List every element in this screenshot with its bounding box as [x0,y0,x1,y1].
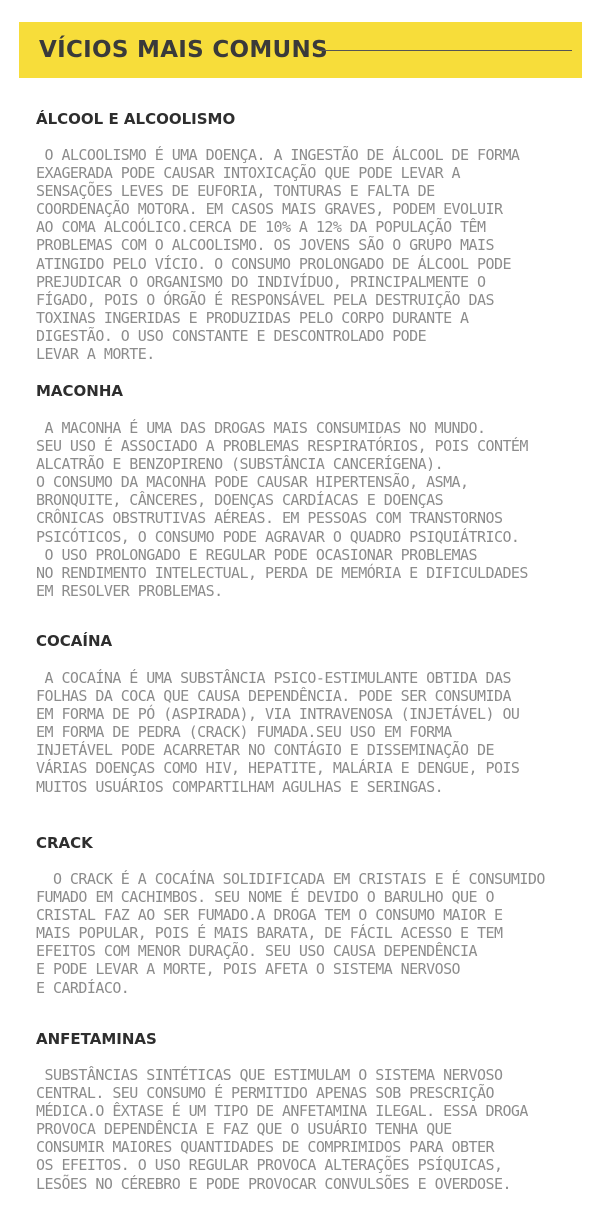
section-body-alcool: O ALCOOLISMO É UMA DOENÇA. A INGESTÃO DE ÁLCOOL DE FORMA EXAGERADA PODE CAUSAR INTOXICAÇÃO QUE PODE LEVAR A SENSAÇÕES LEVES DE EUFORIA, TONTURAS E FALTA DE COORDENAÇÃO MOTORA. EM CASOS MAIS GRAVES, PODEM EVOLUIR AO COMA ALCOÓLICO.CERCA DE 10% A 12% DA POPULAÇÃO TÊM PROBLEMAS COM O ALCOOLISMO. OS JOVENS SÃO O GRUPO MAIS ATINGIDO PELO VÍCIO. O CONSUMO PROLONGADO DE ÁLCOOL PODE PREJUDICAR O ORGANISMO DO INDIVÍDUO, PRINCIPALMENTE O FÍGADO, POIS O ÓRGÃO É RESPONSÁVEL PELA DESTRUIÇÃO DAS TOXINAS INGERIDAS E PRODUZIDAS PELO CORPO DURANTE A DIGESTÃO. O USO CONSTANTE E DESCONTROLADO PODE LEVAR A MORTE. [36,146,520,364]
section-title-anfetaminas: ANFETAMINAS [36,1030,157,1048]
section-title-maconha: MACONHA [36,382,124,400]
section-body-crack: O CRACK É A COCAÍNA SOLIDIFICADA EM CRISTAIS E É CONSUMIDO FUMADO EM CACHIMBOS. SEU NOME É DEVIDO O BARULHO QUE O CRISTAL FAZ AO SER FUMADO.A DROGA TEM O CONSUMO MAIOR E MAIS POPULAR, POIS É MAIS BARATA, DE FÁCIL ACESSO E TEM EFEITOS COM MENOR DURAÇÃO. SEU USO CAUSA DEPENDÊNCIA E PODE LEVAR A MORTE, POIS AFETA O SISTEMA NERVOSO E CARDÍACO. [36,870,545,997]
section-body-anfetaminas: SUBSTÂNCIAS SINTÉTICAS QUE ESTIMULAM O SISTEMA NERVOSO CENTRAL. SEU CONSUMO É PERMITIDO APENAS SOB PRESCRIÇÃO MÉDICA.O ÊXTASE É UM TIPO DE ANFETAMINA ILEGAL. ESSA DROGA PROVOCA DEPENDÊNCIA E FAZ QUE O USUÁRIO TENHA QUE CONSUMIR MAIORES QUANTIDADES DE COMPRIMIDOS PARA OBTER OS EFEITOS. O USO REGULAR PROVOCA ALTERAÇÕES PSÍQUICAS, LESÕES NO CÉREBRO E PODE PROVOCAR CONVULSÕES E OVERDOSE. [36,1066,528,1193]
section-body-maconha: A MACONHA É UMA DAS DROGAS MAIS CONSUMIDAS NO MUNDO. SEU USO É ASSOCIADO A PROBLEMAS RESPIRATÓRIOS, POIS CONTÉM ALCATRÃO E BENZOPIRENO (SUBSTÂNCIA CANCERÍGENA). O CONSUMO DA MACONHA PODE CAUSAR HIPERTENSÃO, ASMA, BRONQUITE, CÂNCERES, DOENÇAS CARDÍACAS E DOENÇAS CRÔNICAS OBSTRUTIVAS AÉREAS. EM PESSOAS COM TRANSTORNOS PSICÓTICOS, O CONSUMO PODE AGRAVAR O QUADRO PSIQUIÁTRICO. O USO PROLONGADO E REGULAR PODE OCASIONAR PROBLEMAS NO RENDIMENTO INTELECTUAL, PERDA DE MEMÓRIA E DIFICULDADES EM RESOLVER PROBLEMAS. [36,419,528,600]
header-banner [19,22,582,78]
section-cocaina [36,632,586,796]
section-crack [36,834,586,997]
section-title-crack: CRACK [36,834,93,852]
page-title: VÍCIOS MAIS COMUNS [39,37,328,63]
title-divider [319,50,572,51]
section-body-cocaina: A COCAÍNA É UMA SUBSTÂNCIA PSICO-ESTIMULANTE OBTIDA DAS FOLHAS DA COCA QUE CAUSA DEPENDÊNCIA. PODE SER CONSUMIDA EM FORMA DE PÓ (ASPIRADA), VIA INTRAVENOSA (INJETÁVEL) OU EM FORMA DE PEDRA (CRACK) FUMADA.SEU USO EM FORMA INJETÁVEL PODE ACARRETAR NO CONTÁGIO E DISSEMINAÇÃO DE VÁRIAS DOENÇAS COMO HIV, HEPATITE, MALÁRIA E DENGUE, POIS MUITOS USUÁRIOS COMPARTILHAM AGULHAS E SERINGAS. [36,669,520,796]
section-anfetaminas [36,1030,586,1193]
section-title-alcool: ÁLCOOL E ALCOOLISMO [36,110,236,128]
section-title-cocaina: COCAÍNA [36,632,113,650]
section-alcool [36,110,586,363]
section-maconha [36,382,586,600]
